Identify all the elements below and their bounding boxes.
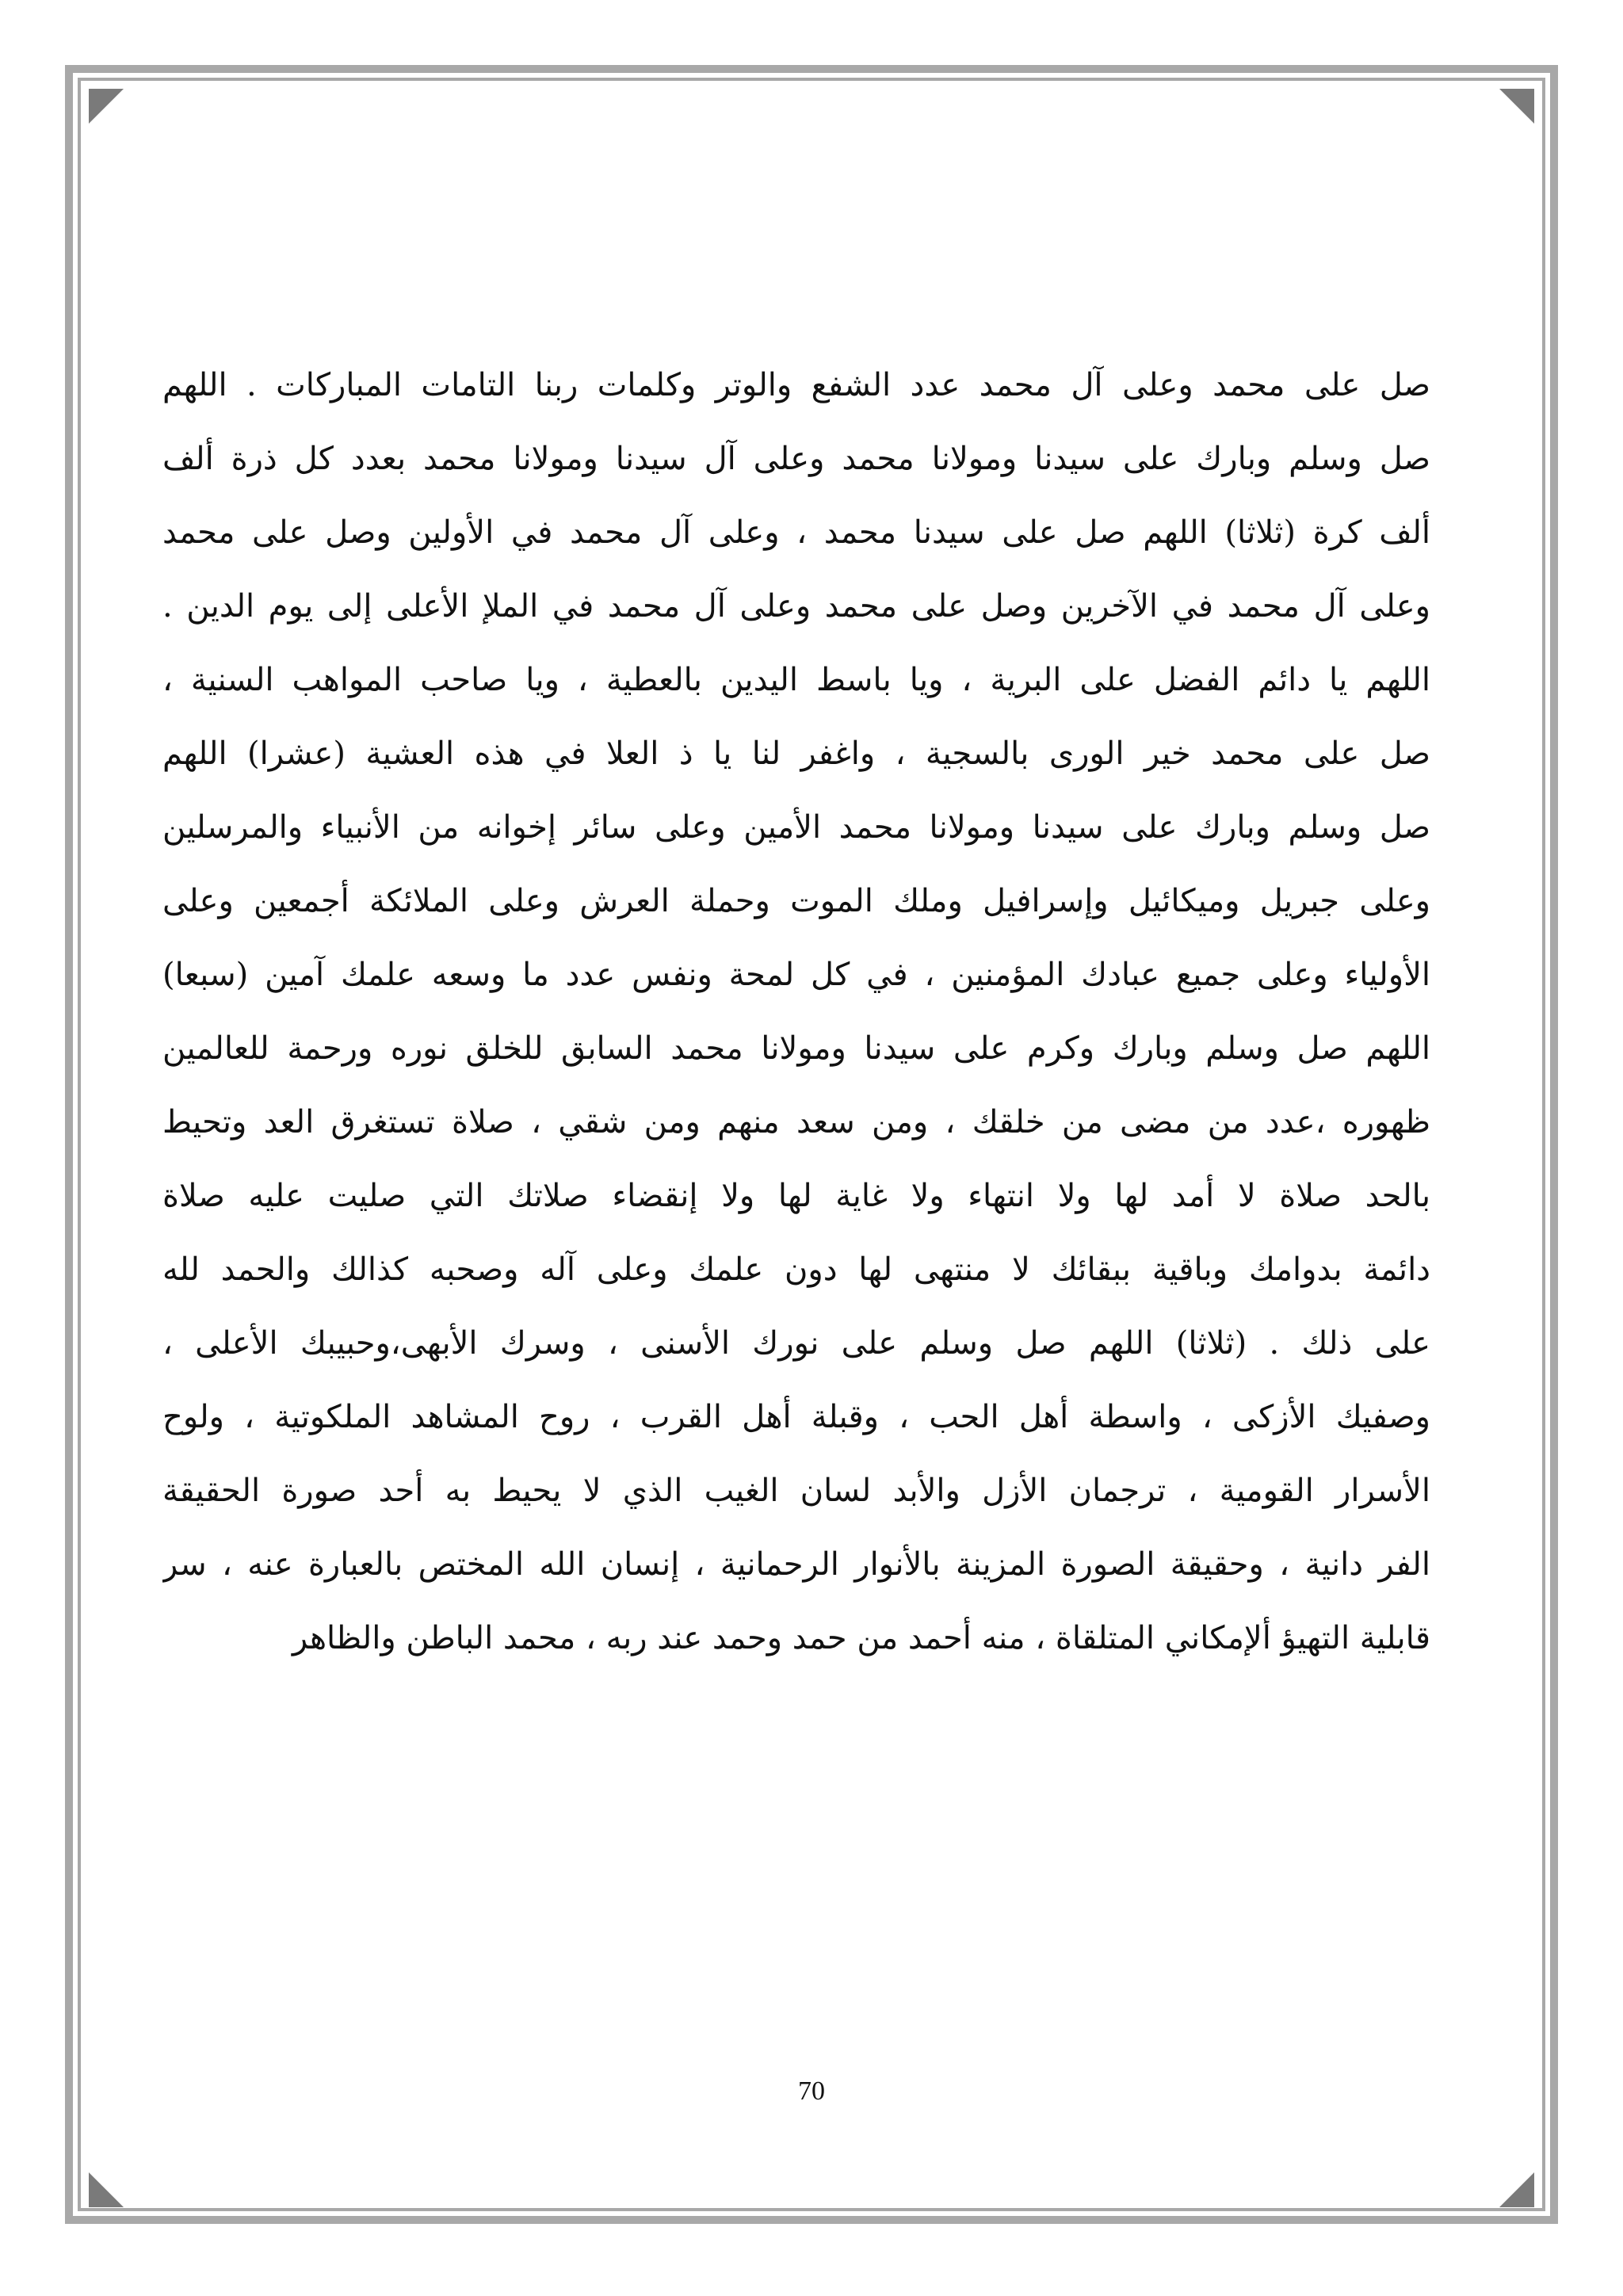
text-line-13: دائمة بدوامك وباقية ببقائك لا منتهى لها دون علمك وعلى آله وصحبه كذالك والحمد لله <box>162 1251 1430 1288</box>
text-line-15: وصفيك الأزكى ، واسطة أهل الحب ، وقبلة أهل القرب ، روح المشاهد الملكوتية ، ولوح <box>162 1399 1430 1435</box>
text-line-7: صل وسلم وبارك على سيدنا ومولانا محمد الأمين وعلى سائر إخوانه من الأنبياء والمرسلين <box>162 809 1430 846</box>
text-line-17: الفر دانية ، وحقيقة الصورة المزينة بالأنوار الرحمانية ، إنسان الله المختص بالعبارة عنه ، سر <box>162 1546 1430 1583</box>
corner-ornament-top-left <box>89 89 124 124</box>
text-line-11: ظهوره ،عدد من مضى من خلقك ، ومن سعد منهم ومن شقي ، صلاة تستغرق العد وتحيط <box>162 1104 1430 1140</box>
frame-left-border <box>65 65 73 2224</box>
text-line-2: صل وسلم وبارك على سيدنا ومولانا محمد وعلى آل سيدنا ومولانا محمد بعدد كل ذرة ألف <box>162 441 1430 477</box>
corner-ornament-bottom-left <box>89 2172 124 2207</box>
text-line-14: على ذلك . (ثلاثا) اللهم صل وسلم على نورك الأسنى ، وسرك الأبهى،وحبيبك الأعلى ، <box>162 1325 1430 1362</box>
text-line-10: اللهم صل وسلم وبارك وكرم على سيدنا ومولانا محمد السابق للخلق نوره ورحمة للعالمين <box>162 1030 1430 1067</box>
frame-right-border <box>1550 65 1558 2224</box>
frame-bottom-inner-border <box>78 2208 1545 2211</box>
text-line-1: صل على محمد وعلى آل محمد عدد الشفع والوتر وكلمات ربنا التامات المباركات . اللهم <box>162 367 1430 403</box>
corner-ornament-top-right <box>1499 89 1534 124</box>
document-body <box>162 349 1430 1675</box>
corner-ornament-bottom-right <box>1499 2172 1534 2207</box>
text-line-18: قابلية التهيؤ ألإمكاني المتلقاة ، منه أحمد من حمد وحمد عند ربه ، محمد الباطن والظاهر <box>292 1620 1430 1656</box>
frame-right-inner-border <box>1542 78 1545 2211</box>
text-line-6: صل على محمد خير الورى بالسجية ، واغفر لنا يا ذ العلا في هذه العشية (عشرا) اللهم <box>162 735 1430 772</box>
frame-left-inner-border <box>78 78 81 2211</box>
text-line-16: الأسرار القومية ، ترجمان الأزل والأبد لسان الغيب الذي لا يحيط به أحد صورة الحقيقة <box>162 1473 1430 1509</box>
text-line-5: اللهم يا دائم الفضل على البرية ، ويا باسط اليدين بالعطية ، ويا صاحب المواهب السنية ، <box>162 662 1430 698</box>
text-line-9: الأولياء وعلى جميع عبادك المؤمنين ، في كل لمحة ونفس عدد ما وسعه علمك آمين (سبعا) <box>162 957 1430 993</box>
text-line-3: ألف كرة (ثلاثا) اللهم صل على سيدنا محمد ، وعلى آل محمد في الأولين وصل على محمد <box>162 514 1430 551</box>
page-number: 70 <box>798 2076 825 2106</box>
text-line-12: بالحد صلاة لا أمد لها ولا انتهاء ولا غاية لها ولا إنقضاء صلاتك التي صليت عليه صلاة <box>162 1178 1430 1214</box>
frame-bottom-border <box>65 2216 1558 2224</box>
text-line-4: وعلى آل محمد في الآخرين وصل على محمد وعلى آل محمد في الملإ الأعلى إلى يوم الدين . <box>162 588 1430 625</box>
frame-top-inner-border <box>78 78 1545 81</box>
text-line-8: وعلى جبريل وميكائيل وإسرافيل وملك الموت وحملة العرش وعلى الملائكة أجمعين وعلى <box>162 883 1430 919</box>
frame-top-border <box>65 65 1558 73</box>
